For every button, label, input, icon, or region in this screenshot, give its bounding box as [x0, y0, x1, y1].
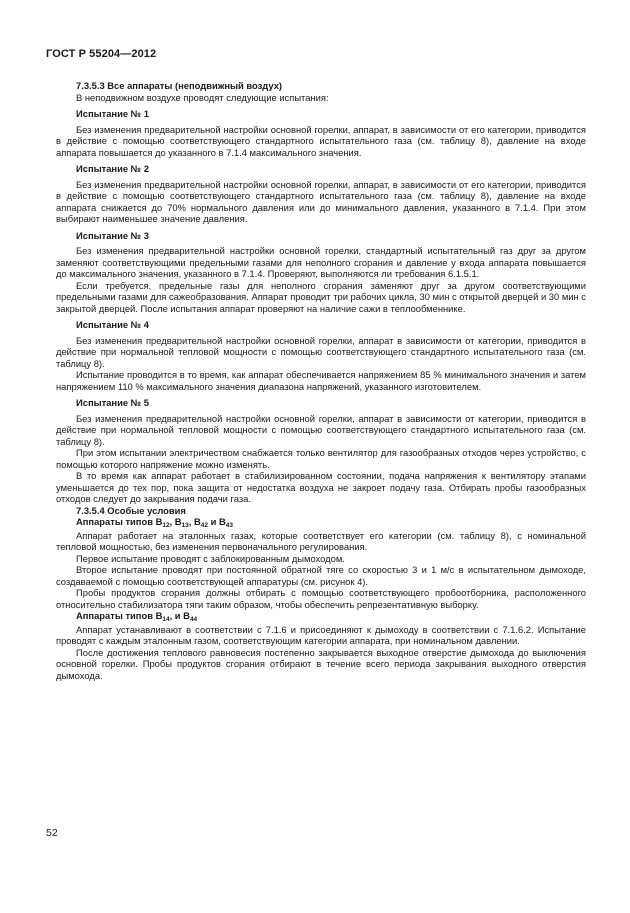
- test-2-heading: Испытание № 2: [76, 163, 149, 174]
- paragraph: Первое испытание проводят с заблокированным дымоходом.: [76, 552, 345, 564]
- test-5-heading: Испытание № 5: [76, 397, 149, 408]
- subscript: 42: [200, 522, 209, 529]
- heading-text: , В: [188, 516, 201, 527]
- paragraph: При этом испытании электричеством снабжается только вентилятор для газообразных отходов через устройство, с помощью которого напряжение можно изменять.: [56, 447, 586, 470]
- paragraph: Без изменения предварительной настройки основной горелки, аппарат в зависимости от категории, приводится в действие при нормальной тепловой мощности с помощью соответствующего стандартного испытательного газа (см. таблицу 8).: [56, 412, 586, 447]
- heading-text: , и В: [169, 610, 190, 621]
- document-id-header: ГОСТ Р 55204—2012: [46, 48, 157, 60]
- paragraph: Без изменения предварительной настройки основной горелки, аппарат, в зависимости от его категории, приводится в действие с помощью соответствующего стандартного испытательного газа (см. таблицу 8), давление на входе аппарата снижается до 70% нормального давления или до минимального давления, указанного в 7.1.4. При этом выбирают наименьшее значение давления.: [56, 178, 586, 224]
- section-title-7-3-5-4: 7.3.5.4 Особые условия: [76, 504, 186, 516]
- test-1-heading: Испытание № 1: [76, 108, 149, 119]
- heading-text: Аппараты типов В: [76, 610, 163, 621]
- test-4-heading: Испытание № 4: [76, 319, 149, 330]
- paragraph: Без изменения предварительной настройки основной горелки, аппарат, в зависимости от его категории, приводится в действие с помощью соответствующего стандартного испытательного газа (см. таблицу 8), давление на входе аппарата повышается до указанного в 7.1.4 максимального значения.: [56, 123, 586, 158]
- paragraph: Если требуется, предельные газы для неполного сгорания заменяют друг за другом соответствующими предельными газами для сажеобразования. Аппарат проводит три рабочих цикла, 30 мин с открытой дверцей и 30 мин с закрытой дверцей. После испытания аппарат проверяют на наличие сажи в теплообменнике.: [56, 279, 586, 314]
- paragraph: Без изменения предварительной настройки основной горелки, аппарат в зависимости от категории, приводится в действие при нормальной тепловой мощности с помощью соответствующего стандартного испытательного газа (см. таблицу 8).: [56, 334, 586, 369]
- paragraph: Испытание проводится в то время, как аппарат обеспечивается напряжением 85 % минимального значения и затем напряжением 110 % максимального значения диапазона напряжений, указанного изготовителем.: [56, 369, 586, 392]
- paragraph: В неподвижном воздухе проводят следующие испытания:: [76, 91, 329, 103]
- subscript: 13: [181, 522, 189, 529]
- subscript: 43: [225, 522, 233, 529]
- paragraph: В то время как аппарат работает в стабилизированном состоянии, подача напряжения к вентилятору этапами уменьшается до тех пор, пока защита от недостатка воздуха не закроет подачу газа. Отбирать пробы газообразных отходов следует до закрывания подачи газа.: [56, 470, 586, 504]
- appliance-types-heading-b: [56, 610, 586, 624]
- test-3-heading: Испытание № 3: [76, 229, 149, 241]
- section-title-7-3-5-3: 7.3.5.3 Все аппараты (неподвижный воздух): [76, 80, 283, 91]
- heading-text: , В: [169, 516, 182, 527]
- paragraph: Пробы продуктов сгорания должны отбирать с помощью соответствующего пробоотборника, расположенного относительно стабилизатора тяги таким образом, чтобы обеспечить репрезентативную выборку.: [56, 587, 586, 610]
- paragraph: После достижения теплового равновесия постепенно закрывается выходное отверстие дымохода до выключения основной горелки. Пробы продуктов сгорания отбирают в течение всего периода закрывания выходного отверстия дымохода.: [56, 646, 586, 681]
- appliance-types-heading-a: [56, 516, 586, 530]
- paragraph: Без изменения предварительной настройки основной горелки, стандартный испытательный газ друг за другом заменяют соответствующими предельными газами для неполного сгорания и давление у входа аппарата повышается до максимального значения, указанного в 7.1.4. Проверяют, выполняются ли требования 6.1.5.1.: [56, 245, 586, 279]
- subscript: 14: [162, 616, 170, 623]
- page-number: 52: [46, 827, 58, 839]
- paragraph: Второе испытание проводят при постоянной обратной тяге со скоростью 3 и 1 м/с в испытательном дымоходе, создаваемой с помощью соответствующей аппаратуры (см. рисунок 4).: [56, 564, 586, 587]
- heading-text: Аппараты типов В: [76, 516, 163, 527]
- heading-text: и В: [208, 516, 226, 527]
- paragraph: Аппарат устанавливают в соответствии с 7.1.6 и присоединяют к дымоходу в соответствии с 7.1.6.2. Испытание проводят с каждым эталонным газом, соответствующим категории аппарата, при номинальном давлении.: [56, 623, 586, 646]
- subscript: 12: [162, 522, 170, 529]
- document-body: [56, 80, 586, 681]
- paragraph: Аппарат работает на эталонных газах, которые соответствует его категории (см. таблицу 8), с номинальной тепловой мощностью, без изменения первоначального регулирования.: [56, 529, 586, 552]
- subscript: 44: [189, 616, 198, 623]
